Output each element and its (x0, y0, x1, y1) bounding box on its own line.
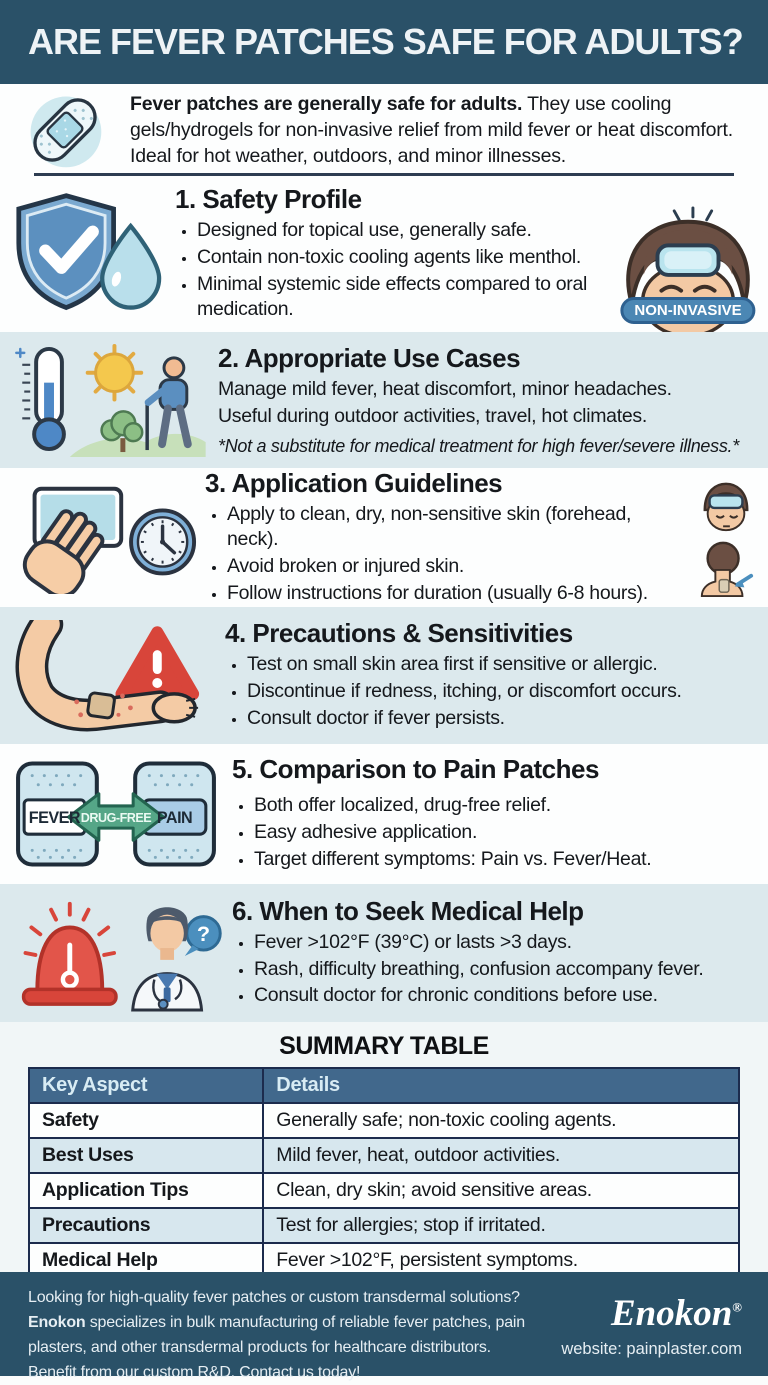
bullet-item: • Test on small skin area first if sensitive or allergic. (247, 652, 758, 678)
section-text (232, 896, 768, 1010)
table-row (29, 1173, 739, 1208)
bullet-list (232, 793, 758, 872)
table-header-row (29, 1068, 739, 1103)
row-value: Clean, dry skin; avoid sensitive areas. (263, 1173, 739, 1208)
bullet-item: • Avoid broken or injured skin. (227, 554, 684, 580)
column-header-details: Details (263, 1068, 739, 1103)
intro-bold: Fever patches are generally safe for adults. (130, 92, 523, 115)
row-value: Fever >102°F, persistent symptoms. (263, 1243, 739, 1278)
footer-band (0, 1272, 768, 1382)
bullet-item: • Minimal systemic side effects compared to oral medication. (197, 272, 598, 323)
fever-pain-comparison-icon (0, 757, 232, 871)
section-heading: 1. Safety Profile (175, 184, 362, 215)
outdoors-scene-icons (0, 343, 218, 457)
sun-icon (88, 346, 142, 400)
section-heading: 6. When to Seek Medical Help (232, 895, 584, 926)
hand-applying-patch-icon (17, 488, 121, 593)
section-safety-profile (0, 176, 768, 332)
warning-triangle-icon (121, 632, 193, 694)
section-comparison (0, 744, 768, 884)
body-line: Useful during outdoor activities, travel, hot climates. (218, 405, 647, 427)
table-row (29, 1103, 739, 1138)
section-text (225, 618, 768, 732)
hand-clock-icons (0, 482, 205, 594)
patched-forehead-face-icon (608, 176, 768, 332)
section-heading: 2. Appropriate Use Cases (218, 342, 521, 373)
doctor-question-icon (133, 907, 221, 1010)
registered-mark: ® (732, 1299, 742, 1315)
bullet-item: • Rash, difficulty breathing, confusion accompany fever. (254, 957, 758, 983)
page-title: ARE FEVER PATCHES SAFE FOR ADULTS? (28, 21, 743, 62)
application-spots-icons (684, 479, 768, 597)
footer-line-1: Looking for high-quality fever patches or custom transdermal solutions? (28, 1289, 520, 1306)
bullet-list (232, 930, 758, 1009)
question-mark: ? (196, 921, 211, 947)
section-text (232, 754, 768, 873)
section-text (175, 184, 608, 324)
row-key: Safety (29, 1103, 263, 1138)
bullet-list (205, 502, 684, 607)
section-heading: 3. Application Guidelines (205, 467, 503, 498)
row-value: Mild fever, heat, outdoor activities. (263, 1138, 739, 1173)
row-value: Test for allergies; stop if irritated. (263, 1208, 739, 1243)
summary-table (28, 1067, 740, 1279)
non-invasive-badge: NON-INVASIVE (620, 297, 755, 324)
disclaimer-note: *Not a substitute for medical treatment for high fever/severe illness.* (218, 436, 739, 457)
bandage-icon (0, 87, 130, 173)
pain-label: PAIN (156, 809, 193, 828)
summary-title: SUMMARY TABLE (279, 1032, 489, 1060)
drug-free-label: DRUG-FREE (80, 811, 152, 826)
section-precautions (0, 607, 768, 744)
fever-label: FEVER (28, 809, 81, 828)
shield-check-icon (18, 196, 113, 308)
row-key: Best Uses (29, 1138, 263, 1173)
intro-text (130, 91, 768, 170)
bullet-item: • Fever >102°F (39°C) or lasts >3 days. (254, 930, 758, 956)
row-key: Medical Help (29, 1243, 263, 1278)
column-header-key-aspect: Key Aspect (29, 1068, 263, 1103)
bullet-item: • Designed for topical use, generally safe. (197, 218, 598, 244)
bullet-item: • Contain non-toxic cooling agents like menthol. (197, 245, 598, 271)
table-row (29, 1208, 739, 1243)
summary-section (0, 1022, 768, 1272)
neck-patch-head-icon (695, 539, 757, 597)
row-key: Application Tips (29, 1173, 263, 1208)
intro-rest: They use cooling gels/hydrogels for non-invasive relief from mild fever or heat discomfort. Ideal for hot weather, outdoors, and minor illnesses. (130, 92, 733, 168)
row-value: Generally safe; non-toxic cooling agents. (263, 1103, 739, 1138)
table-row (29, 1138, 739, 1173)
footer-text (0, 1272, 537, 1382)
footer-brand-block (537, 1272, 768, 1376)
section-heading: 5. Comparison to Pain Patches (232, 754, 599, 785)
row-key: Precautions (29, 1208, 263, 1243)
section-text (205, 468, 684, 608)
bullet-item: • Both offer localized, drug-free relief. (254, 793, 758, 819)
brand-logo: Enokon® (610, 1293, 742, 1334)
arm-warning-icons (0, 620, 225, 732)
siren-doctor-icons (0, 894, 232, 1012)
clock-icon (131, 510, 194, 573)
header-band (0, 0, 768, 84)
section-use-cases (0, 332, 768, 468)
emergency-siren-icon (24, 904, 116, 1004)
bullet-item: • Easy adhesive application. (254, 820, 758, 846)
footer-brand-inline: Enokon (28, 1314, 86, 1332)
bullet-item: • Consult doctor if fever persists. (247, 706, 758, 732)
section-medical-help (0, 884, 768, 1022)
body-line: Manage mild fever, heat discomfort, minor headaches. (218, 377, 672, 400)
bullet-list (175, 218, 598, 323)
section-heading: 4. Precautions & Sensitivities (225, 618, 573, 649)
section-application-guidelines (0, 468, 768, 607)
footer-line-3: Benefit from our custom R&D. Contact us today! (28, 1364, 361, 1382)
website-text: website: painplaster.com (561, 1340, 742, 1358)
forehead-patch-head-icon (695, 479, 757, 535)
shield-and-drop-icons (0, 190, 175, 318)
thermometer-icon (16, 349, 64, 449)
bullet-item: • Target different symptoms: Pain vs. Fever/Heat. (254, 847, 758, 873)
bullet-item: • Follow instructions for duration (usually 6-8 hours). (227, 581, 684, 607)
bullet-item: • Discontinue if redness, itching, or discomfort occurs. (247, 679, 758, 705)
bullet-item: • Consult doctor for chronic conditions before use. (254, 983, 758, 1009)
footer-line-2: Enokon specializes in bulk manufacturing of reliable fever patches, pain plasters, and other transdermal products for healthcare distributors. (28, 1314, 525, 1357)
intro-section (0, 84, 768, 176)
section-text (218, 343, 768, 458)
bullet-item: • Apply to clean, dry, non-sensitive skin (forehead, neck). (227, 502, 684, 553)
bullet-list (225, 652, 758, 731)
